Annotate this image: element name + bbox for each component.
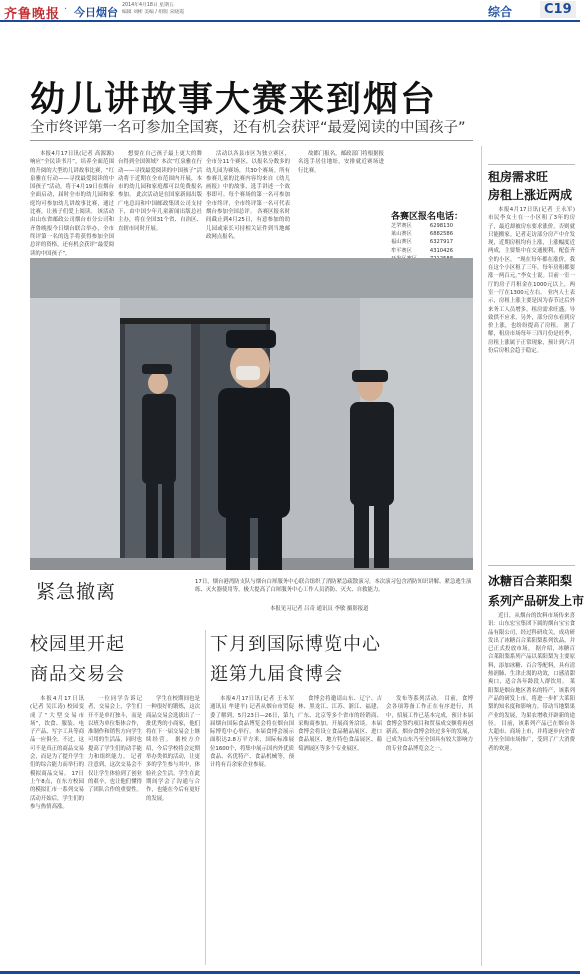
story3-column-2 [298,695,382,965]
logo-separator: · [64,4,68,15]
pear-story-text: 近日，从烟台的饮料市场传来喜讯：山东宏宝集团下属的烟台宝宝食品有限公司，经过科研攻关，成功研发出了冰糖百合莱阳梨系列饮品，并已正式投放市场。 据介绍，冰糖百合莱阳梨系列产品以莱阳梨为主要原料，添加冰糖、百合等配料，具有清热润肺、生津止渴的功效，口感清甜爽口，适合各年龄段人群饮用。 莱阳梨是烟台地区著名的特产，该系列产品的研发上市，将进一步扩大莱阳梨的知名度和影响力，带动当地梨果产业的发展，为果农增收开辟新的途径。 目前，该系列产品已在烟台各大超市、商场上市，并将逐步向全省乃至全国市场推广，受到了广大消费者的欢迎。 [488,613,575,752]
photo-illustration [30,258,473,591]
main-col2-text: 想要在自己孩子最上更大的舞台得到全国领域？本次“红泉雅在行动——寻找最爱阅读的中国孩子”活动将于近期在全市范围内开展，本市的幼儿园和家庭都可以免费报名参加。 此次活动是在国家新闻出版广电总局和中国邮政集团公司支持下，由中国少年儿童新闻出版总社主办，将在全国31个省、自治区、直辖市同时开展。 [118,151,202,232]
newspaper-logo: 齐鲁晚报 [4,7,61,22]
registration-district: 莱山赛区 [391,231,412,238]
registration-district: 福山赛区 [391,239,412,246]
column-divider [205,630,206,965]
headline-rule [30,140,473,141]
story2-column-2 [88,695,142,965]
section-label: 综合 [488,5,513,19]
main-column-4 [298,150,384,252]
story2-col1-text: 本报4月17日讯(记者 吴江涛) 校园变成了“大型交易市场”，饮食、服装、电子产品、写字工具等商品一应俱全，不过，这可不是真正的商品交易会，而是为了提升学生们的综合能力而举行的模拟商品交易。 17日上午8点，在东方校园的模拟汇市一系列交易活动开始后，学生们的参与热情高涨。 [30,696,84,810]
registration-phone: 6327917 [429,239,453,246]
story2-col3-text: 学生在校期间也是一种很好的锻炼，这次商品交易会选拔出了一批优秀的小商家，他们将在下一届交易会上继续经营。 据校方介绍，今后学校将会定期举办类似的活动，让更多的学生参与其中，体验社会生活。学生在此期间学会了沟通与合作，也能在今后有更好的发展。 [146,696,200,802]
story3-headline-line2: 逛第九届食博会 [210,664,343,685]
registration-row [391,247,453,255]
registration-row [391,222,453,230]
main-col3-text: 活动以各县市区为独立赛区，全市分11个赛区，以报名分数多的幼儿园为赛场，共30个赛场。所有参赛儿童的比赛内容均来自《幼儿画报》中的故事，选手讲述一个故事即可。每个赛场的第一名可参加全市终评，全市终评第一名可代表烟台参加全国总评。 各赛区报名时间截止到4月25日，有意参加的幼儿园或家长可持相关证件到当地邮政网点报名。 [206,151,290,240]
story3-column-1 [210,695,294,965]
rent-story-text: 本报4月17日讯(记者 王永军) 市民李女士在一小区租了3年的房子，最近却被房东要求涨价，否则就只能搬家。记者走访部分房产中介发现，近期房租均有上涨，上涨幅度近两成，主要集中在交通便利、配套齐全的小区。 “现在每年都在涨价，我在这个小区租了三年，每年房租都要涨一两百元。”李女士说。目前一室一厅的房子月租金在1000元以上，两室一厅在1300元左右。 业内人士表示，房租上涨主要是因为春节过后外来务工人员增多，租房需求旺盛，导致供不应求。另外，部分房东看到房价上涨，也纷纷提高了房租。 据了解，租房市场每年三四月份是旺季，房租上涨属于正常现象，预计到六月份后房租会趋于稳定。 [488,207,575,355]
registration-row [391,238,453,246]
sidebar-rule-middle [488,565,575,566]
photo-credit: 本报见习记者 吕奇 通讯员 李敏 摄影报道 [270,606,369,612]
registration-district: 牟平赛区 [391,247,412,254]
rent-story-title-line1: 租房需求旺 [488,170,549,184]
main-column-2 [118,150,202,252]
rent-story-body [488,206,575,560]
photo-title: 紧急撤离 [36,581,117,603]
story3-col1-text: 本报4月17日讯(记者 王永军 通讯员 牟建平) 记者从烟台市贸促委了解到，5月23日—26日，第九届烟台国际食品博览会将在烟台国际博览中心举行。本届食博会展示面积达2.8万平方米，国际标准展位1600个，将集中展示国内外优质食品、名优特产、食品机械等，预计将有百余家企业参展。 [210,696,294,769]
evacuation-photo [30,258,473,591]
main-col4-text: 故都门报名，邮政部门将根据报名选手居住地址，安排就近赛场进行比赛。 [298,151,384,174]
story3-col2-text: 食博会将邀请山东、辽宁、吉林、黑龙江、江苏、浙江、福建、广东、北京等多个省市的经销商、采购商参加，开展商务洽谈。本届食博会将设立食品精品展区、进口食品展区、地方特色食品展区、葡萄酒展区等多个专业展区。 [298,696,382,752]
registration-district: 芝罘赛区 [391,223,412,229]
registration-phone: 6882586 [429,231,453,238]
registration-title: 各赛区报名电话： [391,212,464,222]
story3-column-3 [386,695,473,965]
pear-story-title-line1: 冰糖百合莱阳梨 [488,574,573,588]
main-headline: 幼儿讲故事大赛来到烟台 [30,80,438,120]
story2-headline-line2: 商品交易会 [30,664,125,685]
main-column-3 [206,150,290,252]
story3-col3-text: 发布等系列活动。 目前，食博会各项筹备工作正在有序进行，其中，招展工作已基本完成，预计本届食博会签约项目和贸易成交额将再创新高。烟台食博会经过多年的发展，已成为山东乃至全国具有较大影响力的专业食品博览会之一。 [386,696,473,752]
story2-headline-line1: 校园里开起 [30,634,125,655]
staff-credits: 编辑 刘彬 美编 / 组版 宋晓霞 [122,10,185,15]
main-subheadline: 全市终评第一名可参加全国赛，还有机会获评“最爱阅读的中国孩子” [30,120,466,136]
story2-column-3 [146,695,200,965]
story2-column-1 [30,695,84,965]
photo-caption: 17日，烟台港湾防支队与烟台白犀服务中心联合组织了消防紧急疏散演习。本次演习包含消防知识讲解、紧急逃生演练、灭火器使用等，极大提高了白犀服务中心工作人员消防、灭火、自救能力。 [195,579,472,593]
main-column-1 [30,150,114,257]
registration-phone: 4310426 [429,247,453,254]
issue-date: 2014年4月18日 星期五 [122,3,174,8]
footer-rule [0,971,580,974]
pear-story-title-line2: 系列产品研发上市 [488,594,584,608]
registration-row [391,230,453,238]
page-number: C19 [544,2,572,17]
rent-story-title-line2: 房租上涨近两成 [488,188,573,202]
registration-phone: 6298130 [429,223,453,229]
sidebar-divider [481,146,482,966]
edition-name: 今日烟台 [74,6,118,19]
story3-headline-line1: 下月到国际博览中心 [210,634,381,655]
pear-story-body [488,612,575,966]
main-col1-text: 本报4月17日讯(记者 高源源) 响应“全民读书月”，培养全面范围的升阅的大型幼儿讲故事比赛，“红泉雅在行动——寻找最爱阅读的中国孩子”活动，将于4月19日在烟台全面启动，届时全市的幼儿园和家庭均可参加幼儿讲故事比赛，通过比赛，让孩子们爱上阅读。 该活动由山东省邮政公司烟台市分公司和齐鲁晚报今日烟台联合举办，全市终评第一名的选手将获得参加全国总评的资格，还有机会获评“最爱阅读的中国孩子”。 [30,151,114,257]
sidebar-rule-top [488,164,575,165]
story2-col2-text: 一位同学告诉记者，交易会上，学生们开不是单打独斗，而是以班为单位集体合作，准制作和销售方向学生可用的生活品，同时也提高了学生们的动手能力和组织能力。 记者注意到，这次交易会不仅让学生体验到了创业的艰辛，也让他们懂得了团队合作的重要性。 [88,696,142,794]
